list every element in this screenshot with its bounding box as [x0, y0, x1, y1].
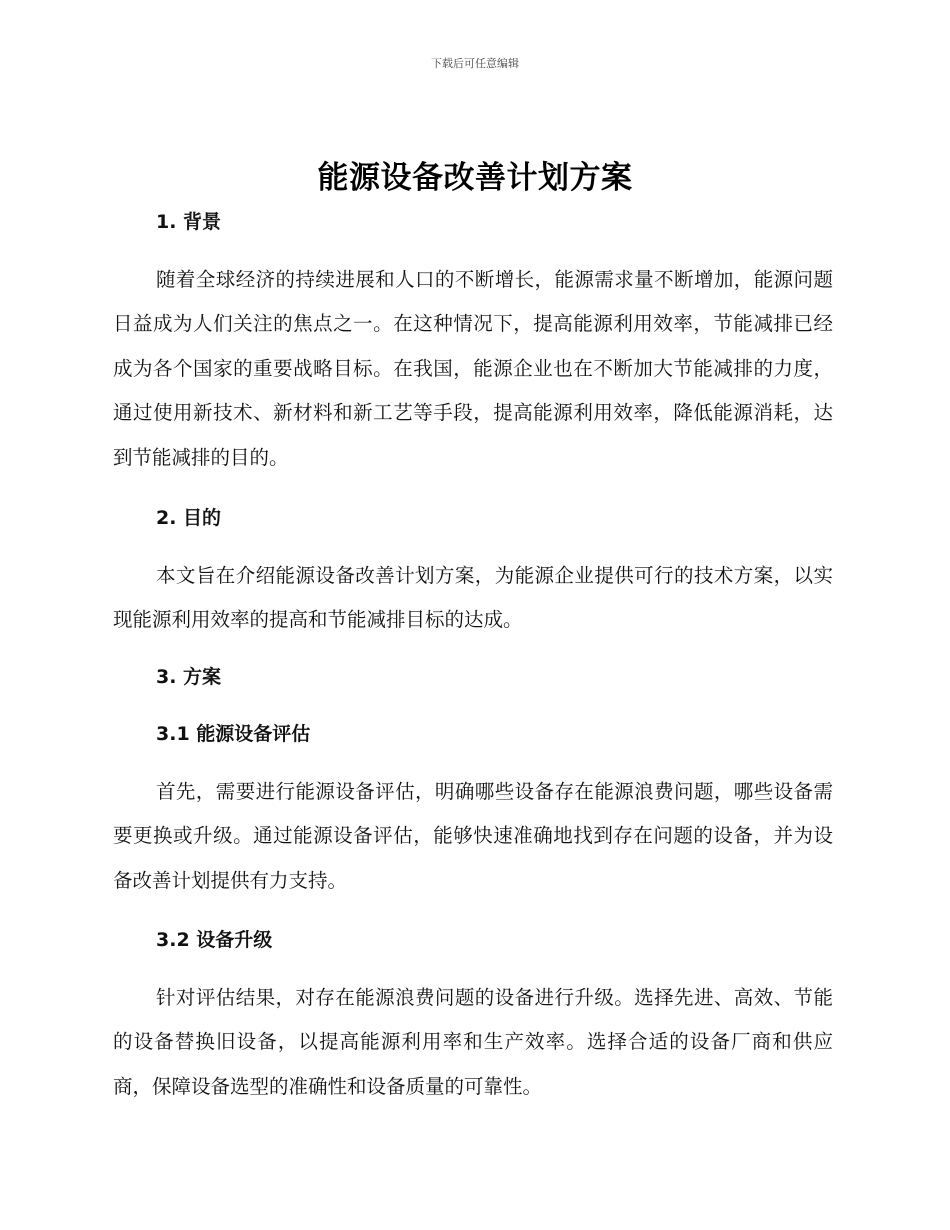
- heading-evaluation: 3.1 能源设备评估: [156, 723, 311, 745]
- paragraph-upgrade: 针对评估结果，对存在能源浪费问题的设备进行升级。选择先进、高效、节能的设备替换旧设备，以提高能源利用率和生产效率。选择合适的设备厂商和供应商，保障设备选型的准确性和设备质量的可靠性。: [113, 986, 833, 1098]
- document-title: 能源设备改善计划方案: [317, 160, 633, 196]
- paragraph-purpose: 本文旨在介绍能源设备改善计划方案，为能源企业提供可行的技术方案，以实现能源利用效率的提高和节能减排目标的达成。: [113, 564, 833, 632]
- header-note: 下载后可任意编辑: [431, 57, 519, 70]
- paragraph-background: 随着全球经济的持续进展和人口的不断增长，能源需求量不断增加，能源问题日益成为人们关注的焦点之一。在这种情况下，提高能源利用效率，节能减排已经成为各个国家的重要战略目标。在我国，能源企业也在不断加大节能减排的力度，通过使用新技术、新材料和新工艺等手段，提高能源利用效率，降低能源消耗，达到节能减排的目的。: [113, 268, 833, 469]
- heading-upgrade: 3.2 设备升级: [156, 929, 273, 951]
- heading-purpose: 2. 目的: [156, 507, 222, 529]
- heading-plan: 3. 方案: [156, 666, 222, 688]
- heading-background: 1. 背景: [156, 211, 222, 233]
- paragraph-evaluation: 首先，需要进行能源设备评估，明确哪些设备存在能源浪费问题，哪些设备需要更换或升级。通过能源设备评估，能够快速准确地找到存在问题的设备，并为设备改善计划提供有力支持。: [113, 780, 833, 892]
